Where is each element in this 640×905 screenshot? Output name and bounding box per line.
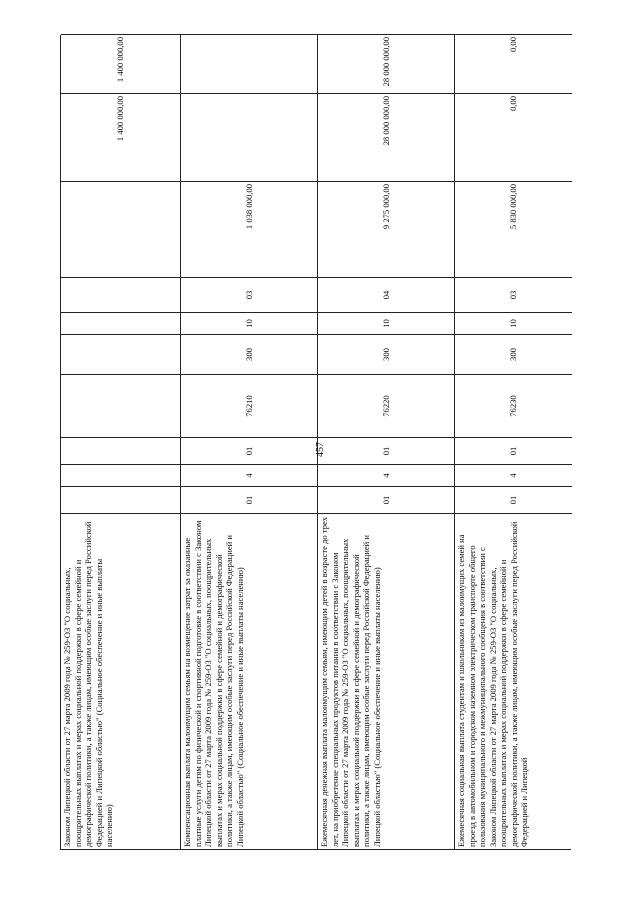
cell-c7: 03 [455,277,572,312]
cell-c2: 4 [181,464,317,486]
cell-c5: 300 [318,334,454,374]
cell-c5 [61,334,180,374]
cell-c1: 01 [318,486,454,513]
budget-table-rotated [60,35,571,850]
row-description: Ежемесячная денежная выплата малоимущим семьям, имеющим детей в возрасте до трех лет, на приобретение специальных продуктов питания в соответствии с Законом Липецкой области от 27 марта 2009 года № 259-ОЗ "О социальных, поощрительных выплатах и мерах социальной поддержки в сфере семейной и демографической политики, а также лицам, имеющим особые заслуги перед Российской Федерацией и Липецкой областью" (Социальное обеспечение и иные выплаты населению) [318,513,454,849]
cell-c7: 03 [181,277,317,312]
cell-c4: 76220 [318,374,454,437]
cell-c6: 10 [181,312,317,334]
cell-c9: 28 000 000,00 [318,93,454,181]
cell-c1: 01 [455,486,572,513]
cell-c2 [61,464,180,486]
cell-c10: 1 400 000,00 [61,34,180,93]
cell-c4: 76230 [455,374,572,437]
cell-c1: 01 [181,486,317,513]
row-description: Ежемесячная социальная выплата студентам и школьникам из малоимущих семей на проезд в автомобильном и городском наземном электрическом транспорте общего пользования муниципального и межмуниципального сообщения в соответствии с Законом Липецкой области от 27 марта 2009 года № 259-ОЗ "О социальных, поощрительных выплатах и мерах социальной поддержки в сфере семейной и демографической политики, а также лицам, имеющим особые заслуги перед Российской Федерацией и Липецкой [455,513,572,849]
budget-table [60,35,571,850]
page-number: 457 [315,442,326,457]
cell-c6: 10 [455,312,572,334]
cell-c1 [61,486,180,513]
cell-c4: 76210 [181,374,317,437]
cell-c6 [61,312,180,334]
row-description: Компенсационная выплата малоимущим семьям на возмещение затрат за оказанные платные услуги детям по физической и спортивной подготовке в соответствии с Законом Липецкой области от 27 марта 2009 года № 259-ОЗ "О социальных, поощрительных выплатах и мерах социальной поддержки в сфере семейной и демографической политики, а также лицам, имеющим особые заслуги перед Российской Федерацией и Липецкой областью" (Социальное обеспечение и иные выплаты населению) [181,513,317,849]
cell-c8: 9 275 000,00 [318,181,454,277]
cell-c2: 4 [318,464,454,486]
cell-c10: 28 000 000,00 [318,34,454,93]
cell-c4 [61,374,180,437]
cell-c5: 300 [455,334,572,374]
cell-c10: 0,00 [455,34,572,93]
table-row [318,34,455,849]
cell-c8: 1 038 000,00 [181,181,317,277]
cell-c2: 4 [455,464,572,486]
cell-c8 [61,181,180,277]
table-row [455,34,572,849]
cell-c3 [61,437,180,464]
cell-c9: 0,00 [455,93,572,181]
cell-c6: 10 [318,312,454,334]
cell-c9 [181,93,317,181]
table-row [181,34,318,849]
cell-c9: 1 400 000,00 [61,93,180,181]
cell-c3: 01 [455,437,572,464]
cell-c7 [61,277,180,312]
cell-c7: 04 [318,277,454,312]
table-row [61,34,181,849]
cell-c5: 300 [181,334,317,374]
cell-c10 [181,34,317,93]
row-description: Законом Липецкой области от 27 марта 2009 года № 259-ОЗ "О социальных, поощрительных выплатах и мерах социальной поддержки в сфере семейной и демографической политики, а также лицам, имеющим особые заслуги перед Российской Федерацией и Липецкой областью" (Социальное обеспечение и иные выплаты населению) [61,513,180,849]
cell-c3: 01 [318,437,454,464]
cell-c3: 01 [181,437,317,464]
cell-c8: 5 830 000,00 [455,181,572,277]
